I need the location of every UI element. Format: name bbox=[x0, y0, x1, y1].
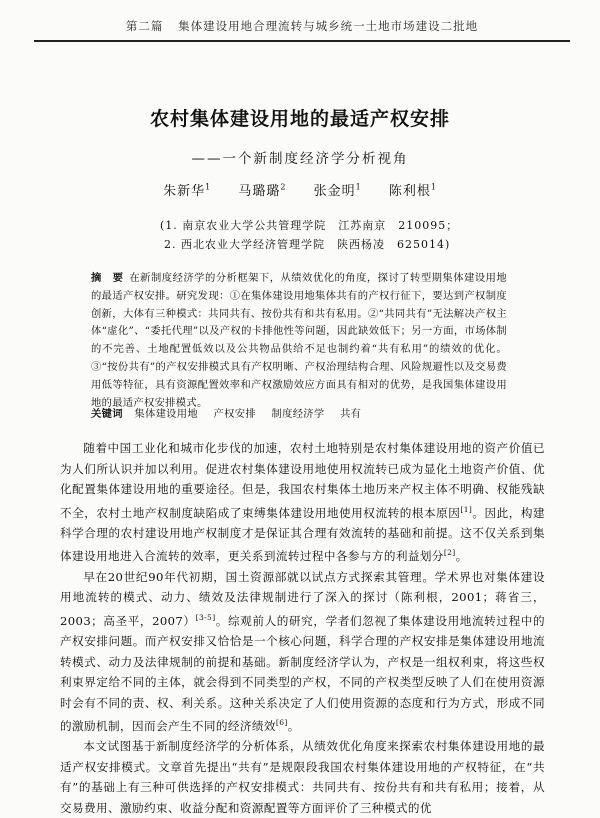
author: 张金明$^1$ bbox=[313, 182, 362, 199]
running-header bbox=[34, 14, 570, 42]
abstract bbox=[91, 270, 507, 412]
keywords-label: 关键词 bbox=[91, 408, 123, 420]
abstract-label: 摘 要 bbox=[91, 272, 124, 284]
affiliation-line: 2. 西北农业大学经济管理学院 陕西杨凌 625014) bbox=[164, 238, 451, 251]
affiliations bbox=[160, 216, 458, 254]
keywords bbox=[91, 406, 507, 423]
keyword: 产权安排 bbox=[213, 408, 256, 420]
header-title: 集体建设用地合理流转与城乡统一土地市场建设二批地 bbox=[178, 19, 479, 33]
author: 朱新华$^1$ bbox=[163, 182, 212, 199]
author: 陈利根$^1$ bbox=[388, 182, 437, 199]
paper-title: 农村集体建设用地的最适产权安排 bbox=[149, 108, 450, 130]
header-chapter: 第二篇 bbox=[125, 19, 164, 33]
keyword: 集体建设用地 bbox=[134, 408, 198, 420]
body-paragraph: 早在20世纪90年代初期，国土资源部就以试点方式探索其管理。学术界也对集体建设用地流转的模式、动力、绩效及法律规制进行了深入的探讨（陈利根，2001；蒋省三，2003；高圣平，2007）[3-5]。综观前人的研究，学者们忽视了集体建设用地流转过程中的产权安排问题。而产权安排又恰恰是一个核心问题，科学合理的产权安排是集体建设用地流转模式、动力及法律规制的前提和基础。新制度经济学认为，产权是一组权利束，将这些权利束界定给不同的主体，就会得到不同类型的产权，不同的产权类型反映了人们在使用资源时会有不同的责、权、利关系。这种关系决定了人们使用资源的态度和行为方式，形成不同的激励机制，因而会产生不同的经济绩效[6]。 bbox=[60, 569, 545, 733]
paper-subtitle: ——一个新制度经济学分析视角 bbox=[191, 151, 409, 167]
keyword: 制度经济学 bbox=[271, 408, 325, 420]
abstract-text: 在新制度经济学的分析框架下，从绩效优化的角度，探讨了转型期集体建设用地的最适产权安排。研究发现：①在集体建设用地集体共有的产权行征下，要达到产权制度创新，大体有三种模式：共同共有、按份共有和共有私用。②“共同共有”无法解决产权主体“虚化”、“委托代理”以及产权的卡排他性等问题，因此缺效低下；另一方面，市场体制的不完善、土地配置低效以及公共物品供给不足也制约着“共有私用”的绩效的优化。③“按份共有”的产权安排模式具有产权明晰、产权治理结构合理、风险规避性以及交易费用低等特征，具有资源配置效率和产权激励效应方面具有相对的优势，是我国集体建设用地的最适产权安排模式。 bbox=[91, 272, 507, 409]
body-paragraph: 本文试图基于新制度经济学的分析体系，从绩效优化角度来探索农村集体建设用地的最适产权安排模式。文章首先提出“共有”是规限段我国农村集体建设用地的产权特征，在“共有”的基础上有三种可供选择的产权安排模式：共同共有、按份共有和共有私用；接着，从交易费用、激励约束、收益分配和资源配置等方面评价了三种模式的优 bbox=[60, 739, 545, 815]
author-list bbox=[0, 180, 600, 199]
body-text bbox=[60, 438, 545, 818]
author: 马璐璐$^2$ bbox=[238, 182, 287, 199]
affiliation-line: (1. 南京农业大学公共管理学院 江苏南京 210095； bbox=[160, 219, 459, 232]
body-paragraph: 随着中国工业化和城市化步伐的加速，农村土地特别是农村集体建设用地的资产价值已为人们所认识并加以利用。促进农村集体建设用地使用权流转已成为显化土地资产价值、优化配置集体建设用地的重要途径。但是，我国农村集体土地历来产权主体不明确、权能残缺不全，农村土地产权制度缺陷成了束缚集体建设用地使用权流转的根本原因[1]。因此，构建科学合理的农村建设用地产权制度才是保证其合理有效流转的基础和前提。这不仅关系到集体建设用地进入合流转的效率，更关系到流转过程中各参与方的利益划分[2]。 bbox=[60, 441, 545, 564]
keyword: 共有 bbox=[340, 408, 362, 420]
